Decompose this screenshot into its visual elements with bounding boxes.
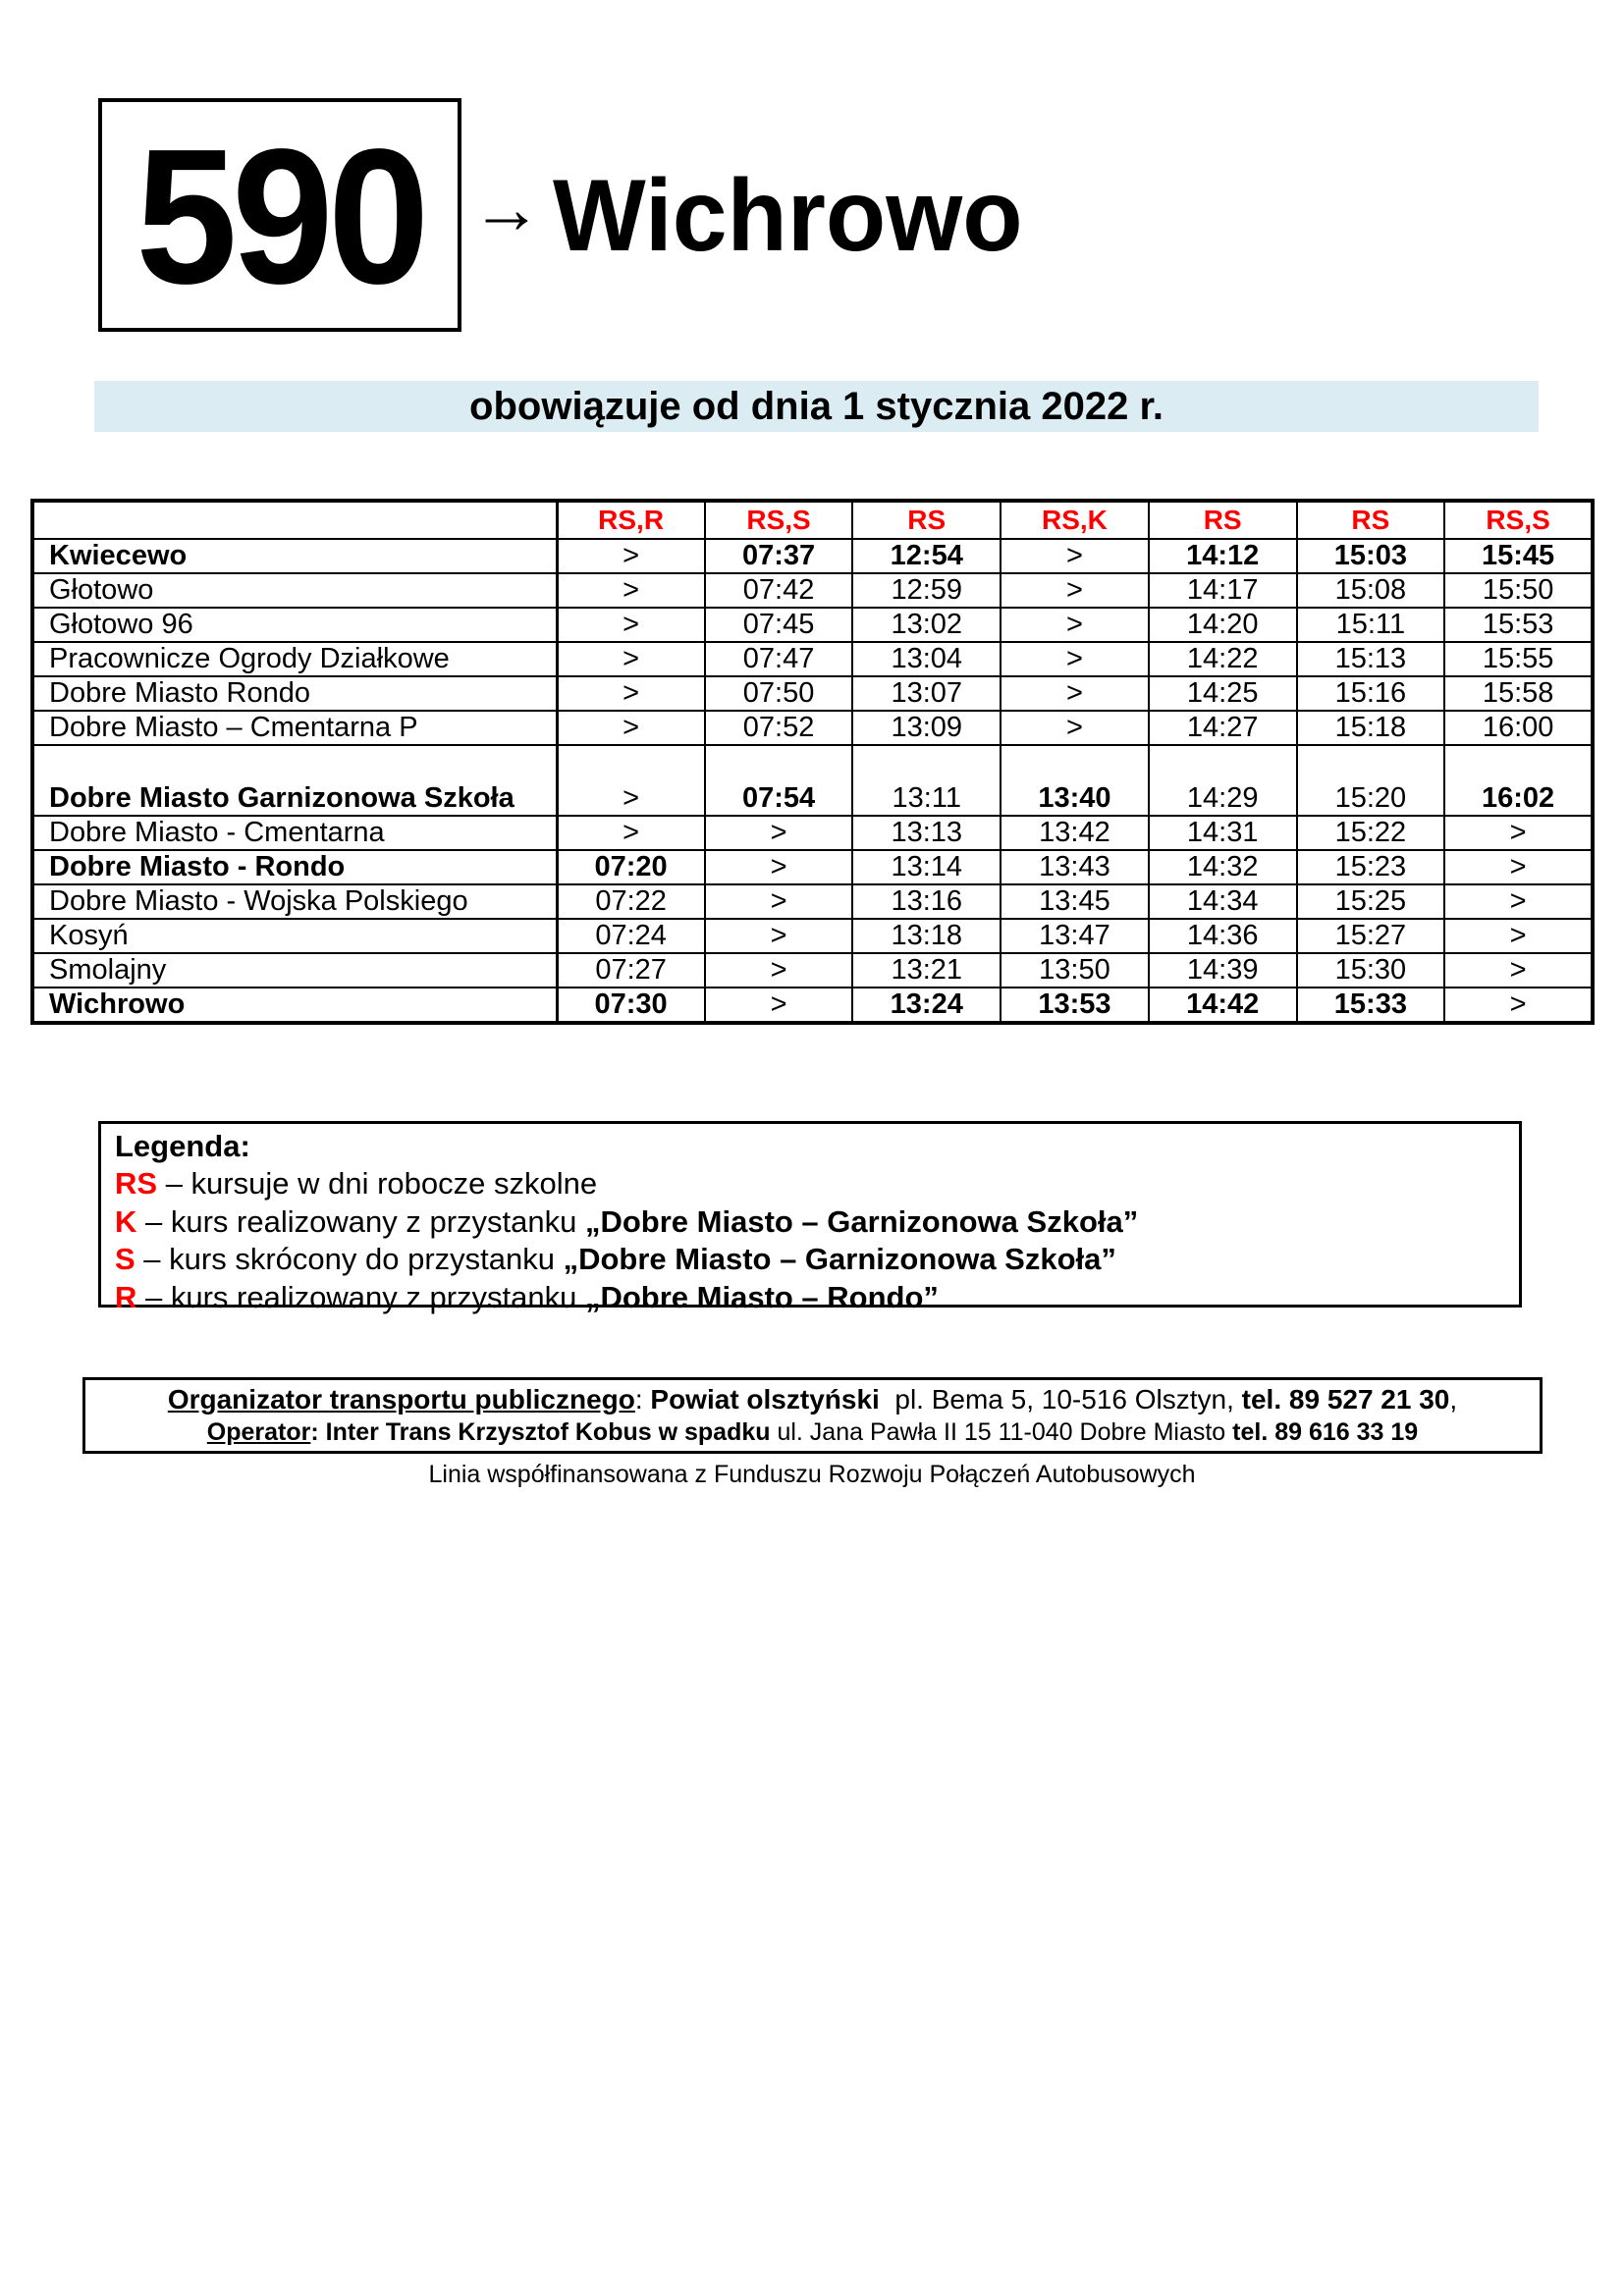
timetable-row (32, 816, 1593, 850)
departure-time: 15:25 (1297, 884, 1445, 919)
timetable-row (32, 711, 1593, 745)
operator-address: ul. Jana Pawła II 15 11-040 Dobre Miasto (770, 1418, 1233, 1446)
validity-band (94, 381, 1539, 432)
column-code: RS,S (705, 501, 853, 539)
legend-text: – kursuje w dni robocze szkolne (157, 1166, 598, 1201)
departure-time: 15:45 (1444, 539, 1593, 573)
departure-time: > (557, 816, 705, 850)
departure-time: 12:54 (852, 539, 1001, 573)
legend-item (115, 1241, 1519, 1279)
legend-code: R (115, 1279, 137, 1314)
stop-name: Pracownicze Ogrody Działkowe (32, 642, 557, 676)
stop-name: Dobre Miasto Rondo (32, 676, 557, 711)
departure-time: 15:18 (1297, 711, 1445, 745)
departure-time: 13:13 (852, 816, 1001, 850)
departure-time: > (1444, 988, 1593, 1023)
timetable-row (32, 745, 1593, 816)
departure-time: 14:34 (1149, 884, 1297, 919)
departure-time: 13:16 (852, 884, 1001, 919)
departure-time: 13:40 (1001, 745, 1149, 816)
timetable-header-row (32, 501, 1593, 539)
departure-time: 15:08 (1297, 573, 1445, 608)
departure-time: 07:54 (705, 745, 853, 816)
timetable-row (32, 573, 1593, 608)
departure-time: 15:33 (1297, 988, 1445, 1023)
operator-sep: : (310, 1418, 326, 1446)
legend-item (115, 1165, 1519, 1203)
departure-time: 14:27 (1149, 711, 1297, 745)
departure-time: 07:30 (557, 988, 705, 1023)
legend-stop: „Dobre Miasto – Garnizonowa Szkoła” (563, 1242, 1116, 1276)
organizer-address: pl. Bema 5, 10-516 Olsztyn, (879, 1384, 1242, 1415)
timetable-row (32, 884, 1593, 919)
departure-time: > (1001, 539, 1149, 573)
legend-text: – kurs skrócony do przystanku (135, 1242, 564, 1276)
departure-time: 13:43 (1001, 850, 1149, 884)
departure-time: > (557, 745, 705, 816)
departure-time: > (1001, 711, 1149, 745)
departure-time: 14:20 (1149, 608, 1297, 642)
contact-box (82, 1377, 1543, 1454)
stop-name: Głotowo 96 (32, 608, 557, 642)
header-stop-cell (32, 501, 557, 539)
column-code: RS (852, 501, 1001, 539)
departure-time: 15:13 (1297, 642, 1445, 676)
stop-name: Kosyń (32, 919, 557, 953)
operator-name: Inter Trans Krzysztof Kobus w spadku (325, 1418, 771, 1446)
departure-time: 13:24 (852, 988, 1001, 1023)
departure-time: 13:14 (852, 850, 1001, 884)
stop-name: Wichrowo (32, 988, 557, 1023)
departure-time: 15:50 (1444, 573, 1593, 608)
timetable (30, 499, 1595, 1025)
departure-time: 07:27 (557, 953, 705, 988)
legend-item (115, 1279, 1519, 1317)
organizer-label: Organizator transportu publicznego (167, 1384, 635, 1415)
departure-time: 07:50 (705, 676, 853, 711)
departure-time: 13:02 (852, 608, 1001, 642)
departure-time: > (557, 676, 705, 711)
departure-time: > (1444, 884, 1593, 919)
arrow-right-icon: → (471, 170, 542, 248)
departure-time: 13:18 (852, 919, 1001, 953)
departure-time: > (1001, 642, 1149, 676)
departure-time: > (705, 919, 853, 953)
operator-phone: tel. 89 616 33 19 (1232, 1418, 1419, 1446)
timetable-row (32, 642, 1593, 676)
organizer-name: Powiat olsztyński (650, 1384, 880, 1415)
line-number: 590 (135, 109, 424, 324)
departure-time: 14:32 (1149, 850, 1297, 884)
departure-time: 13:47 (1001, 919, 1149, 953)
departure-time: 14:39 (1149, 953, 1297, 988)
stop-name: Kwiecewo (32, 539, 557, 573)
departure-time: 15:58 (1444, 676, 1593, 711)
departure-time: > (557, 573, 705, 608)
organizer-line (85, 1383, 1540, 1416)
legend-code: RS (115, 1166, 158, 1201)
departure-time: > (557, 711, 705, 745)
departure-time: 15:55 (1444, 642, 1593, 676)
stop-name: Dobre Miasto Garnizonowa Szkoła (32, 745, 557, 816)
stop-name: Dobre Miasto - Cmentarna (32, 816, 557, 850)
departure-time: 13:42 (1001, 816, 1149, 850)
departure-time: 15:23 (1297, 850, 1445, 884)
departure-time: 14:17 (1149, 573, 1297, 608)
departure-time: 07:52 (705, 711, 853, 745)
departure-time: > (1444, 816, 1593, 850)
departure-time: 13:04 (852, 642, 1001, 676)
timetable-row (32, 608, 1593, 642)
legend-title: Legenda: (115, 1129, 250, 1163)
departure-time: 14:42 (1149, 988, 1297, 1023)
validity-text: obowiązuje od dnia 1 stycznia 2022 r. (469, 385, 1164, 428)
departure-time: > (1444, 850, 1593, 884)
stop-name: Smolajny (32, 953, 557, 988)
departure-time: 07:45 (705, 608, 853, 642)
departure-time: 15:22 (1297, 816, 1445, 850)
departure-time: 14:25 (1149, 676, 1297, 711)
legend-box (98, 1121, 1522, 1314)
column-code: RS (1149, 501, 1297, 539)
timetable-row (32, 850, 1593, 884)
column-code: RS (1297, 501, 1445, 539)
departure-time: 13:21 (852, 953, 1001, 988)
operator-label: Operator (206, 1418, 311, 1446)
departure-time: 15:27 (1297, 919, 1445, 953)
departure-time: > (705, 816, 853, 850)
stop-name: Dobre Miasto - Rondo (32, 850, 557, 884)
column-code: RS,R (557, 501, 705, 539)
departure-time: 14:12 (1149, 539, 1297, 573)
departure-time: 07:24 (557, 919, 705, 953)
departure-time: 07:42 (705, 573, 853, 608)
organizer-phone: tel. 89 527 21 30 (1241, 1384, 1450, 1415)
departure-time: 14:22 (1149, 642, 1297, 676)
legend-code: K (115, 1203, 137, 1239)
stop-name: Głotowo (32, 573, 557, 608)
column-code: RS,K (1001, 501, 1149, 539)
departure-time: > (705, 884, 853, 919)
departure-time: > (1001, 573, 1149, 608)
timetable-row (32, 953, 1593, 988)
departure-time: 15:53 (1444, 608, 1593, 642)
legend-item (115, 1203, 1519, 1242)
departure-time: 15:20 (1297, 745, 1445, 816)
departure-time: > (705, 953, 853, 988)
departure-time: > (1444, 919, 1593, 953)
funding-note: Linia współfinansowana z Funduszu Rozwoju Połączeń Autobusowych (428, 1461, 1196, 1488)
timetable-row (32, 539, 1593, 573)
timetable-row (32, 676, 1593, 711)
legend-text: – kurs realizowany z przystanku (136, 1203, 585, 1239)
departure-time: 15:30 (1297, 953, 1445, 988)
departure-time: > (557, 539, 705, 573)
departure-time: > (557, 608, 705, 642)
departure-time: 07:22 (557, 884, 705, 919)
departure-time: 07:20 (557, 850, 705, 884)
departure-time: 13:11 (852, 745, 1001, 816)
departure-time: > (557, 642, 705, 676)
departure-time: 15:03 (1297, 539, 1445, 573)
departure-time: 14:31 (1149, 816, 1297, 850)
departure-time: 15:11 (1297, 608, 1445, 642)
stop-name: Dobre Miasto - Wojska Polskiego (32, 884, 557, 919)
timetable-row (32, 988, 1593, 1023)
departure-time: 13:09 (852, 711, 1001, 745)
departure-time: 12:59 (852, 573, 1001, 608)
column-code: RS,S (1444, 501, 1593, 539)
organizer-tail: , (1449, 1384, 1458, 1415)
stop-name: Dobre Miasto – Cmentarna P (32, 711, 557, 745)
departure-time: 07:47 (705, 642, 853, 676)
departure-time: > (1001, 676, 1149, 711)
departure-time: > (705, 850, 853, 884)
departure-time: 16:00 (1444, 711, 1593, 745)
departure-time: 13:50 (1001, 953, 1149, 988)
organizer-sep: : (634, 1384, 651, 1415)
departure-time: 14:29 (1149, 745, 1297, 816)
legend-stop: „Dobre Miasto – Rondo” (584, 1279, 939, 1314)
departure-time: 13:07 (852, 676, 1001, 711)
departure-time: 07:37 (705, 539, 853, 573)
departure-time: 15:16 (1297, 676, 1445, 711)
line-number-box (98, 98, 461, 332)
departure-time: 16:02 (1444, 745, 1593, 816)
departure-time: 13:45 (1001, 884, 1149, 919)
legend-text: – kurs realizowany z przystanku (136, 1279, 585, 1314)
timetable-row (32, 919, 1593, 953)
departure-time: 13:53 (1001, 988, 1149, 1023)
destination-title: Wichrowo (553, 159, 1023, 273)
departure-time: > (1001, 608, 1149, 642)
legend-stop: „Dobre Miasto – Garnizonowa Szkoła” (584, 1203, 1139, 1239)
operator-line (85, 1416, 1540, 1448)
departure-time: > (1444, 953, 1593, 988)
departure-time: 14:36 (1149, 919, 1297, 953)
departure-time: > (705, 988, 853, 1023)
legend-code: S (115, 1242, 135, 1276)
